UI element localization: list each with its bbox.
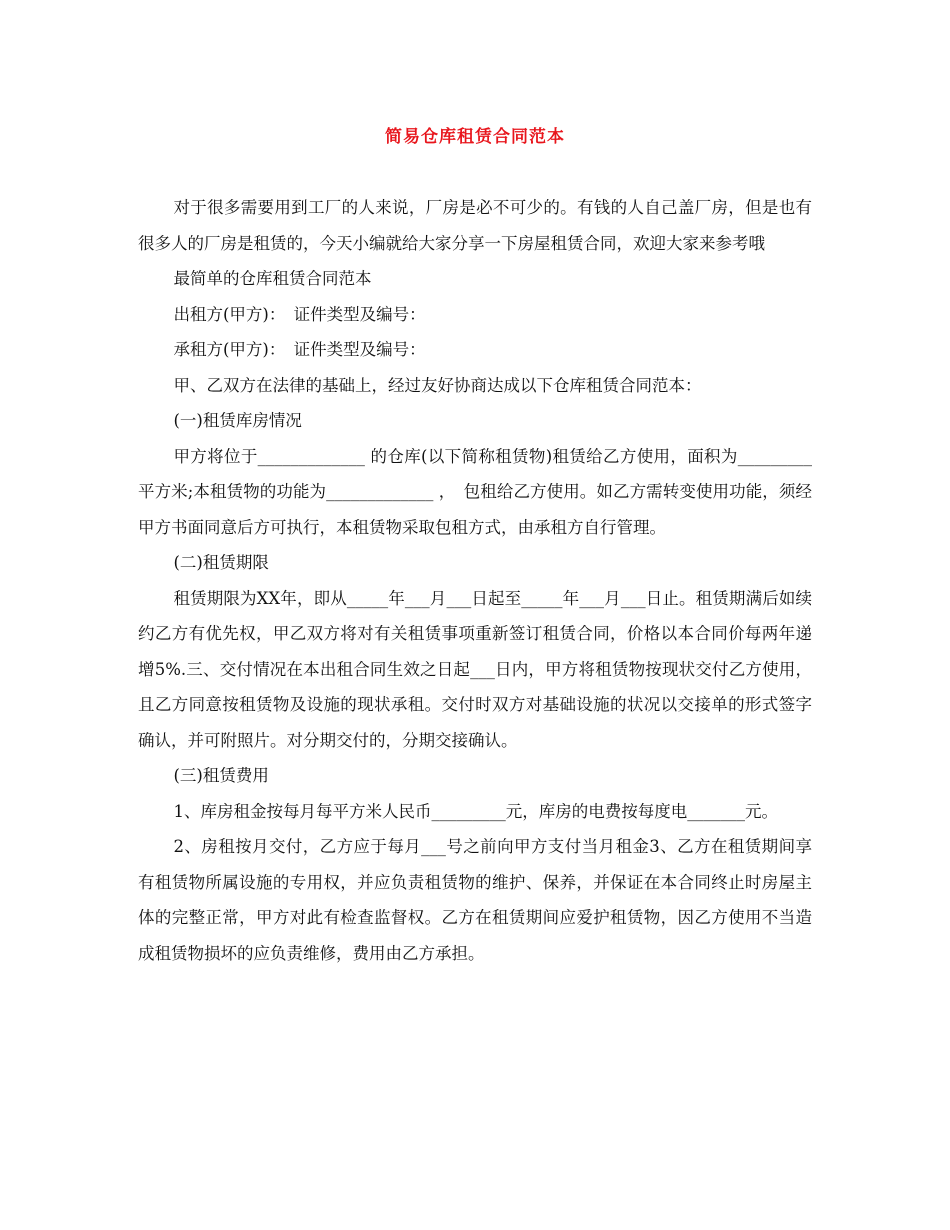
section-1-paragraph: 甲方将位于_____________ 的仓库(以下简称租赁物)租赁给乙方使用，面积为_________平方米;本租赁物的功能为_____________ ， 包租给乙方使用。如乙方需转变使用功能，须经甲方书面同意后方可执行，本租赁物采取包租方式，由承租方自行管理。 [138,446,812,537]
contract-heading: 最简单的仓库租赁合同范本 [173,269,372,288]
lessor-line: 出租方(甲方)： 证件类型及编号： [173,304,426,324]
rent-clause-2: 2、房租按月交付，乙方应于每月___号之前向甲方支付当月租金3、乙方在租赁期间享有租赁物所属设施的专用权，并应负责租赁物的维护、保养，并保证在本合同终止时房屋主体的完整正常，甲方对此有检查监督权。乙方在租赁期间应爱护租赁物，因乙方使用不当造成租赁物损坏的应负责维修，费用由乙方承担。 [138,837,812,963]
section-heading-2: (二)租赁期限 [173,553,269,572]
section-2-paragraph: 租赁期限为XX年，即从_____年___月___日起至_____年___月___日止。租赁期满后如续约乙方有优先权，甲乙双方将对有关租赁事项重新签订租赁合同，价格以本合同价每两年递增5%.三、交付情况在本出租合同生效之日起___日内，甲方将租赁物按现状交付乙方使用，且乙方同意按租赁物及设施的现状承租。交付时双方对基础设施的状况以交接单的形式签字确认，并可附照片。对分期交付的，分期交接确认。 [138,588,812,750]
intro-paragraph: 对于很多需要用到工厂的人来说，厂房是必不可少的。有钱的人自己盖厂房，但是也有很多人的厂房是租赁的，今天小编就给大家分享一下房屋租赁合同，欢迎大家来参考哦 [138,198,812,253]
lessee-line: 承租方(甲方)： 证件类型及编号： [173,340,426,359]
document-title: 简易仓库租赁合同范本 [385,127,565,147]
agreement-preamble: 甲、乙双方在法律的基础上，经过友好协商达成以下仓库租赁合同范本： [173,375,702,395]
document-body [138,190,812,971]
section-heading-3: (三)租赁费用 [173,766,269,785]
rent-clause-1: 1、库房租金按每月每平方米人民币_________元，库房的电费按每度电_______元。 [173,801,778,821]
section-heading-1: (一)租赁库房情况 [173,411,302,430]
